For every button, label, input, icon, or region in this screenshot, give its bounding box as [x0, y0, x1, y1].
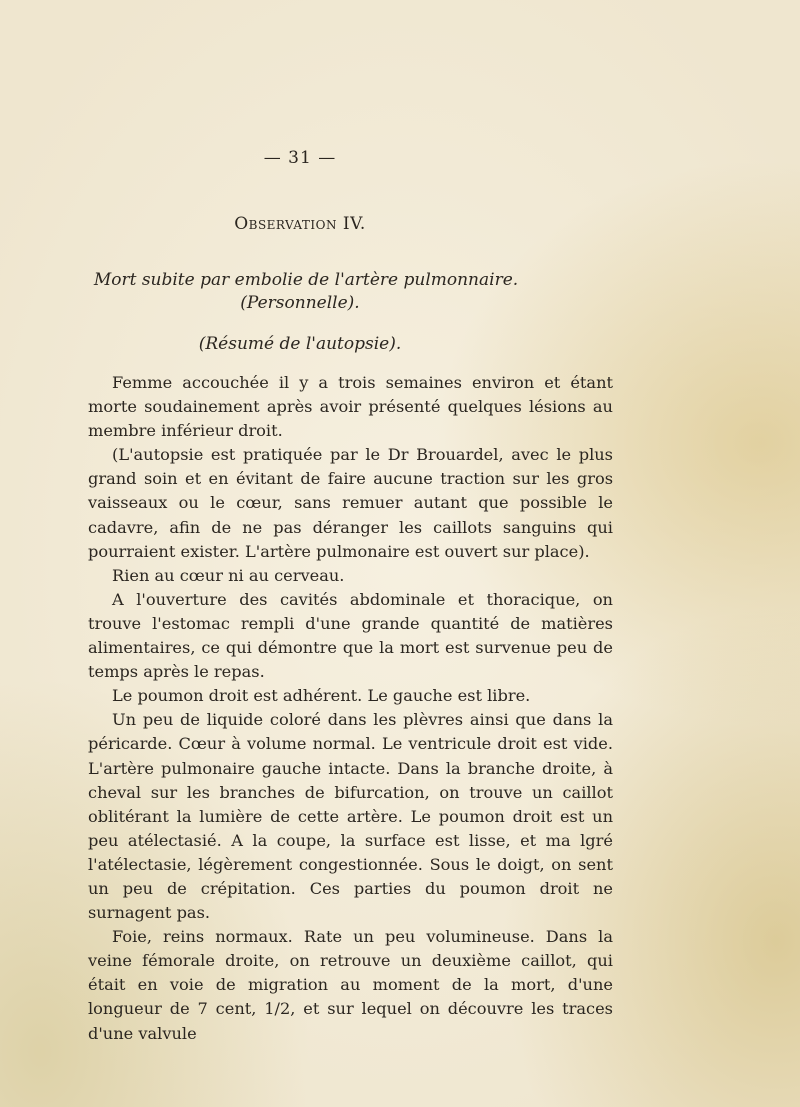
- paragraph: Femme accouchée il y a trois semaines environ et étant morte soudainement après avoir présenté quelques lésions au membre inférieur droit.: [88, 373, 613, 441]
- paragraph: (L'autopsie est pratiquée par le Dr Brouardel, avec le plus grand soin et en évitant de faire aucune traction sur les gros vaisseaux ou le cœur, sans remuer autant que possible le cadavre, afin de ne pas déranger les caillots sanguins qui pourraient exister. L'artère pulmonaire est ouvert sur place).: [88, 445, 613, 561]
- body-text: [88, 371, 613, 1046]
- paragraph: A l'ouverture des cavités abdominale et thoracique, on trouve l'estomac rempli d'une grande quantité de matières alimentaires, ce qui démontre que la mort est survenue peu de temps après le repas.: [88, 589, 613, 682]
- paragraph: Le poumon droit est adhérent. Le gauche est libre.: [112, 686, 531, 706]
- subtitle-line-2: (Personnelle).: [240, 293, 360, 313]
- subtitle-line-3: (Résumé de l'autopsie).: [198, 334, 402, 354]
- subtitle-line-1: Mort subite par embolie de l'artère pulmonnaire.: [93, 270, 519, 290]
- page-number: — 31 —: [263, 148, 337, 168]
- paragraph: Rien au cœur ni au cerveau.: [112, 565, 345, 585]
- paragraph: Un peu de liquide coloré dans les plèvres ainsi que dans la péricarde. Cœur à volume normal. Le ventricule droit est vide. L'artère pulmonaire gauche intacte. Dans la branche droite, à cheval sur les branches de bifurcation, on trouve un caillot oblitérant la lumière de cette artère. Le poumon droit est un peu atélectasié. A la coupe, la surface est lisse, et ma lgré l'atélectasie, légèrement congestionnée. Sous le doigt, on sent un peu de crépitation. Ces parties du poumon droit ne surnagent pas.: [88, 710, 613, 923]
- paragraph: Foie, reins normaux. Rate un peu volumineuse. Dans la veine fémorale droite, on retrouve un deuxième caillot, qui était en voie de migration au moment de la mort, d'une longueur de 7 cent, 1/2, et sur lequel on découvre les traces d'une valvule: [88, 927, 613, 1043]
- observation-title: Observation IV.: [234, 214, 366, 234]
